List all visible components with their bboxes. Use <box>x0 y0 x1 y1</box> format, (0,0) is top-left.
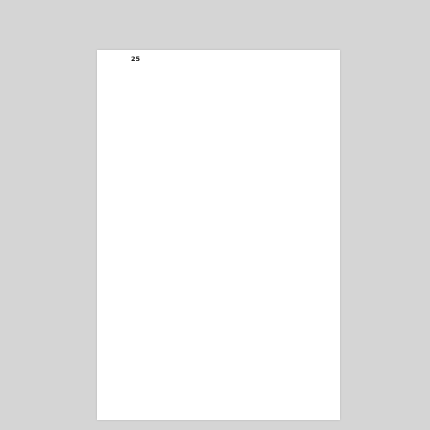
text-line <box>129 358 327 366</box>
text-line <box>129 181 327 189</box>
page-number: 25 <box>131 55 141 63</box>
text-line <box>129 170 327 178</box>
text-line <box>129 94 327 102</box>
text-line <box>129 347 327 355</box>
text-line <box>129 304 327 312</box>
text-line <box>129 272 327 280</box>
text-line <box>129 326 327 334</box>
text-line <box>129 239 327 247</box>
text-line <box>129 123 327 131</box>
text-line <box>129 293 327 301</box>
text-line <box>129 315 327 323</box>
text-line <box>129 250 327 258</box>
book-page <box>97 50 340 420</box>
text-line <box>129 108 327 116</box>
text-line <box>129 380 327 388</box>
text-line <box>129 412 327 420</box>
text-line <box>129 196 327 204</box>
text-line <box>129 228 327 236</box>
text-line <box>129 68 327 76</box>
text-line <box>129 207 327 215</box>
text-line <box>129 261 327 269</box>
text-line <box>129 401 327 409</box>
page-body-text <box>129 68 327 420</box>
text-line <box>129 156 327 164</box>
text-line <box>129 390 327 398</box>
text-line <box>129 79 327 87</box>
text-line <box>129 369 327 377</box>
text-line <box>129 134 327 142</box>
text-line <box>129 336 327 344</box>
text-line <box>129 218 327 226</box>
text-line <box>129 145 327 153</box>
text-line <box>129 282 327 290</box>
